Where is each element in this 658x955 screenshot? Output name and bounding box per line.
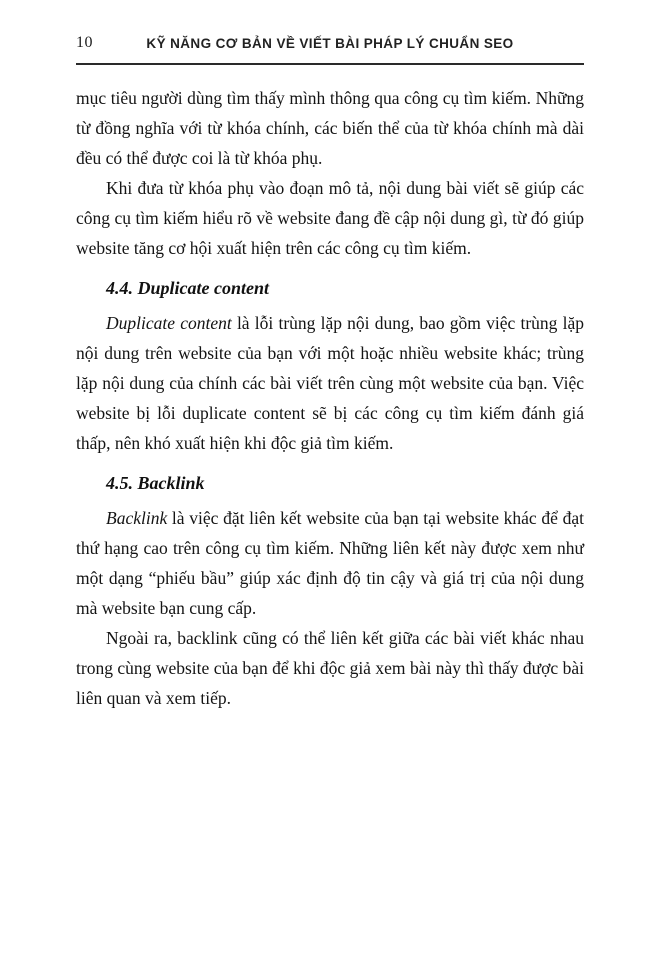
section-heading-4-5: 4.5. Backlink <box>106 473 205 493</box>
paragraph-text: là lỗi trùng lặp nội dung, bao gồm việc trùng lặp nội dung trên website của bạn với một hoặc nhiều website khác; trùng lặp nội dung của chính các bài viết trên cùng một website của bạn. Việc website bị lỗi duplicate content sẽ bị các công cụ tìm kiếm đánh giá thấp, nên khó xuất hiện khi độc giả tìm kiếm. <box>76 313 584 453</box>
body-paragraph: Ngoài ra, backlink cũng có thể liên kết giữa các bài viết khác nhau trong cùng website của bạn để khi độc giả xem bài này thì thấy được bài liên quan và xem tiếp. <box>76 628 584 708</box>
paragraph-text: là việc đặt liên kết website của bạn tại website khác để đạt thứ hạng cao trên công cụ tìm kiếm. Những liên kết này được xem như một dạng “phiếu bầu” giúp xác định độ tin cậy và giá trị của nội dung mà website bạn cung cấp. <box>76 508 584 618</box>
section-heading-4-4: 4.4. Duplicate content <box>106 278 269 298</box>
body-paragraph <box>76 308 584 458</box>
header-divider <box>76 63 584 65</box>
term-italic: Backlink <box>106 508 168 528</box>
body-paragraph: Khi đưa từ khóa phụ vào đoạn mô tả, nội dung bài viết sẽ giúp các công cụ tìm kiếm hiểu rõ về website đang đề cập nội dung gì, từ đó giúp website tăng cơ hội xuất hiện trên các công cụ tìm kiếm. <box>76 178 584 258</box>
running-header <box>76 34 584 58</box>
body-paragraph <box>76 503 584 623</box>
page-number: 10 <box>76 34 93 51</box>
running-title: KỸ NĂNG CƠ BẢN VỀ VIẾT BÀI PHÁP LÝ CHUẨN SEO <box>146 36 514 51</box>
term-italic: Duplicate content <box>106 313 232 333</box>
page-body <box>76 83 584 713</box>
body-paragraph: mục tiêu người dùng tìm thấy mình thông qua công cụ tìm kiếm. Những từ đồng nghĩa với từ khóa chính, các biến thể của từ khóa chính mà dài đều có thể được coi là từ khóa phụ. <box>76 88 584 168</box>
